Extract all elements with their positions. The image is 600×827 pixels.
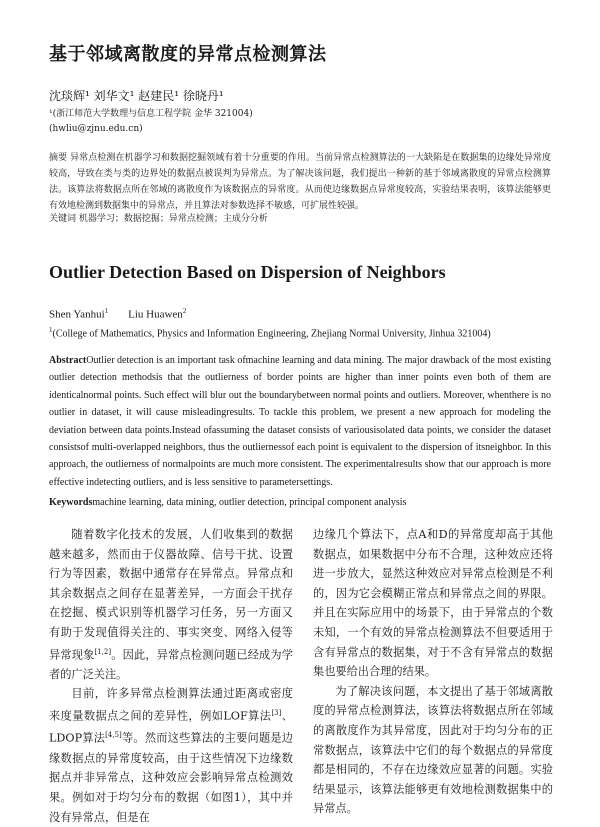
- chinese-affiliation: ¹(浙江师范大学数理与信息工程学院 金华 321004): [49, 109, 253, 119]
- paragraph-text: 随着数字化技术的发展，人们收集到的数据越来越多，然而由于仪器故障、信号干扰、设置行为等因素，数据中通常存在异常点。异常点和其余数据点之间存在显著差异，一方面会干扰存在挖掘、模式识别等机器学习任务，另一方面又有助于发现值得关注的、事实突变、网络入侵等异常现象: [49, 528, 293, 662]
- body-column-right: [313, 525, 553, 819]
- body-paragraph: 边缘几个算法下，点A和D的异常度却高于其他数据点，如果数据中分布不合理，这种效应还将进一步放大，显然这种效应对异常点检测是不利的，因为它会模糊正常点和异常点之间的界限。并且在实际应用中的场景下，由于异常点的个数未知，一个有效的异常点检测算法不但要适用于含有异常点的数据集，对于不含有异常点的数据集也要给出合理的结果。: [313, 528, 553, 679]
- english-title: Outlier Detection Based on Dispersion of Neighbors: [49, 262, 446, 282]
- chinese-authors: 沈琰辉¹ 刘华文¹ 赵建民¹ 徐晓丹¹: [49, 89, 224, 103]
- keywords-text: machine learning, data mining, outlier detection, principal component analysis: [92, 497, 407, 508]
- affiliation-superscript: 1: [49, 326, 53, 334]
- keywords-label: Keywords: [49, 497, 93, 508]
- body-paragraph: [49, 525, 293, 684]
- author-email: (hwliu@zjnu.edu.cn): [49, 124, 143, 134]
- chinese-title: 基于邻域离散度的异常点检测算法: [49, 44, 327, 65]
- author-name: Shen Yanhui: [49, 308, 105, 321]
- body-paragraph: [49, 684, 293, 827]
- paragraph-text: 、LDOP算法: [49, 709, 293, 746]
- affiliation-text: (College of Mathematics, Physics and Information Engineering, Zhejiang Normal University, Jinhua 321004): [52, 328, 491, 340]
- chinese-keywords: 关键词 机器学习；数据挖掘；异常点检测；主成分分析: [49, 214, 268, 224]
- body-column-left: [49, 525, 293, 827]
- author-name: Liu Huawen: [128, 308, 183, 321]
- english-abstract: [49, 352, 551, 491]
- paragraph-text: 。因此，异常点检测问题已经成为学者的广泛关注。: [49, 648, 293, 681]
- english-affiliation: [49, 326, 491, 339]
- body-paragraph: 为了解决该问题，本文提出了基于邻域离散度的异常点检测算法，该算法将数据点所在邻域的离散度作为其异常度，因此对于均匀分布的正常数据点，该算法中它们的每个数据点的异常度都是相同的，不存在边缘效应显著的问题。实验结果显示，该算法能够更有效地检测数据集中的异常点。: [313, 684, 553, 816]
- citation: [3]: [271, 709, 282, 718]
- author-superscript: 1: [104, 307, 109, 315]
- paragraph-text: 目前，许多异常点检测算法通过距离或密度来度量数据点之间的差异性，例如LOF算法: [49, 687, 293, 723]
- citation: [4,5]: [105, 731, 122, 740]
- english-authors: [49, 307, 186, 321]
- paragraph-text: 等。然而这些算法的主要问题是边缘数据点的异常度较高，由于这些情况下边缘数据点并非异常点，这种效应会影响异常点检测效果。例如对于均匀分布的数据（如图1），其中并没有异常点，但是在: [49, 732, 293, 824]
- abstract-text: Outlier detection is an important task ofmachine learning and data mining. The major drawback of the most existing outlier detection methodsis that the outlierness of border points are higher than inner points even both of them are identicalnormal points. Such effect will blur out the boundarybetween normal points and outliers. Moreover, whenthere is no outlier in dataset, it will cause misleadingresults. To tackle this problem, we present a new approach for modeling the deviation between data points.Instead ofassuming the dataset consists of variousisolated data points, we consider the dataset consistsof multi-overlapped neighbors, thus the outliernessof each point is equivalent to the dispersion of itsneighbor. In this approach, the outlierness of normalpoints are much more consistent. The experimentalresults show that our approach is more effective indetecting outliers, and is less sensitive to parametersettings.: [49, 355, 551, 488]
- chinese-abstract: 摘要 异常点检测在机器学习和数据挖掘领域有着十分重要的作用。当前异常点检测算法的一大缺陷是在数据集的边缘处异常度较高，导致在类与类的边界处的数据点被误判为异常点。为了解决该问题，我们提出一种新的基于邻域离散度的异常点检测算法。该算法将数据点所在邻域的离散度作为该数据点的异常度。从而使边缘数据点异常度较高，实验结果表明，该算法能够更有效地检测到数据集中的异常点，并且算法对参数选择不敏感，可扩展性较强。: [49, 153, 551, 211]
- abstract-label: Abstract: [49, 355, 87, 366]
- citation: [1,2]: [94, 647, 112, 656]
- author-superscript: 2: [182, 307, 187, 315]
- english-keywords: [49, 497, 406, 508]
